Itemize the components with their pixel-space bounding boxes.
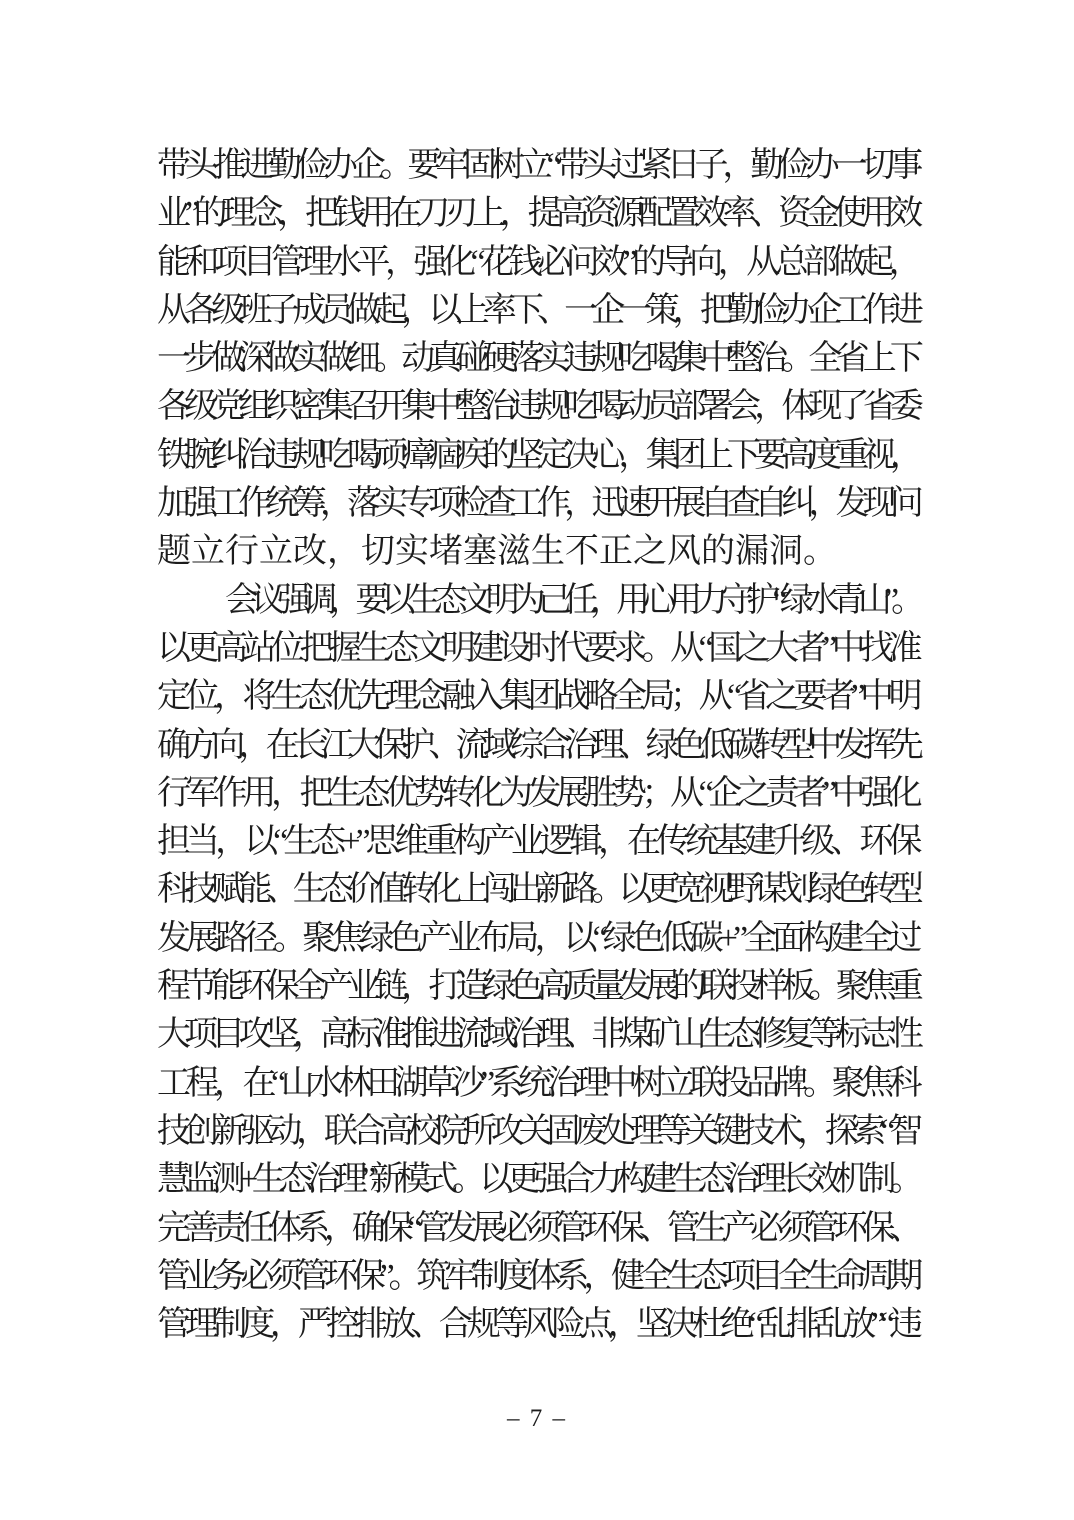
page-number: – 7 – xyxy=(507,1405,567,1432)
text-line-content: 会议强调，要以生态文明为己任，用心用力守护“绿水青山”。 xyxy=(225,581,918,619)
text-line-content: 业”的理念，把钱用在刀刃上，提高资源配置效率、资金使用效 xyxy=(157,195,918,233)
text-line-content: 能和项目管理水平，强化“花钱必问效”的导向，从总部做起， xyxy=(157,243,918,281)
text-line xyxy=(157,1108,917,1156)
text-line-content: 担当，以“生态+”思维重构产业逻辑，在传统基建升级、环保 xyxy=(157,823,918,861)
text-line-content: 科技赋能、生态价值转化上闯出新路。以更宽视野谋划绿色转型 xyxy=(157,871,917,909)
text-line-content: 行军作用，把生态优势转化为发展胜势；从“企之责者”中强化 xyxy=(157,774,918,812)
text-line-content: 大项目攻坚，高标准推进流域治理、非煤矿山生态修复等标志性 xyxy=(157,1016,917,1054)
text-line-content: 确方向，在长江大保护、流域综合治理、绿色低碳转型中发挥先 xyxy=(157,726,917,764)
text-line-content: 发展路径。聚焦绿色产业布局，以“绿色低碳+”全面构建全过 xyxy=(157,919,918,957)
text-line xyxy=(157,673,917,721)
text-line-content: 题立行立改，切实堵塞滋生不正之风的漏洞。 xyxy=(157,533,837,571)
text-line-content: 铁腕纠治违规吃喝顽瘴痼疾的坚定决心，集团上下要高度重视， xyxy=(157,436,917,474)
text-line xyxy=(157,722,917,770)
text-line xyxy=(157,1205,917,1253)
text-line xyxy=(157,239,917,287)
text-line-content: 带头推进勤俭办企。要牢固树立“带头过紧日子，勤俭办一切事 xyxy=(157,147,918,184)
text-line xyxy=(157,1301,917,1349)
text-line xyxy=(157,770,917,818)
text-line-content: 慧监测+生态治理”新模式。以更强合力构建生态治理长效机制。 xyxy=(157,1161,918,1199)
text-line xyxy=(157,1011,917,1059)
text-line xyxy=(157,287,917,335)
text-line-content: 技创新驱动，联合高校院所攻关固废处理等关键技术，探索“智 xyxy=(157,1112,918,1150)
text-line xyxy=(157,1253,917,1301)
text-line xyxy=(157,383,917,431)
text-line-content: 定位，将生态优先理念融入集团战略全局；从“省之要者”中明 xyxy=(157,678,918,716)
text-line-content: 一步做深做实做细。动真碰硬落实违规吃喝集中整治。全省上下 xyxy=(157,340,917,378)
text-line xyxy=(157,480,917,528)
text-line xyxy=(157,1156,917,1204)
text-line-content: 以更高站位把握生态文明建设时代要求。从“国之大者”中找准 xyxy=(157,629,918,667)
document-body xyxy=(157,142,917,1349)
text-line-content: 管理制度，严控排放、合规等风险点，坚决杜绝“乱排乱放”“违 xyxy=(157,1306,918,1344)
text-line xyxy=(157,963,917,1011)
text-line-content: 程节能环保全产业链，打造绿色高质量发展的联投样板。聚焦重 xyxy=(157,968,917,1006)
text-line xyxy=(157,528,917,576)
text-line xyxy=(157,818,917,866)
text-line xyxy=(157,866,917,914)
text-line xyxy=(157,190,917,238)
text-line xyxy=(157,577,917,625)
text-line-content: 工程，在“山水林田湖草沙”系统治理中树立联投品牌。聚焦科 xyxy=(157,1064,918,1102)
text-line xyxy=(157,432,917,480)
text-line xyxy=(157,1060,917,1108)
text-line xyxy=(157,915,917,963)
text-line-content: 加强工作统筹，落实专项检查工作，迅速开展自查自纠，发现问 xyxy=(157,485,917,523)
text-line xyxy=(157,335,917,383)
text-line-content: 各级党组织密集召开集中整治违规吃喝动员部署会，体现了省委 xyxy=(157,388,917,426)
text-line-content: 管业务必须管环保”。筑牢制度体系，健全生态项目全生命周期 xyxy=(157,1257,918,1295)
text-line xyxy=(157,625,917,673)
text-line-content: 从各级班子成员做起，以上率下、一企一策，把勤俭办企工作进 xyxy=(157,291,917,329)
text-line-content: 完善责任体系，确保“管发展必须管环保、管生产必须管环保、 xyxy=(157,1209,918,1247)
text-line xyxy=(157,142,917,190)
